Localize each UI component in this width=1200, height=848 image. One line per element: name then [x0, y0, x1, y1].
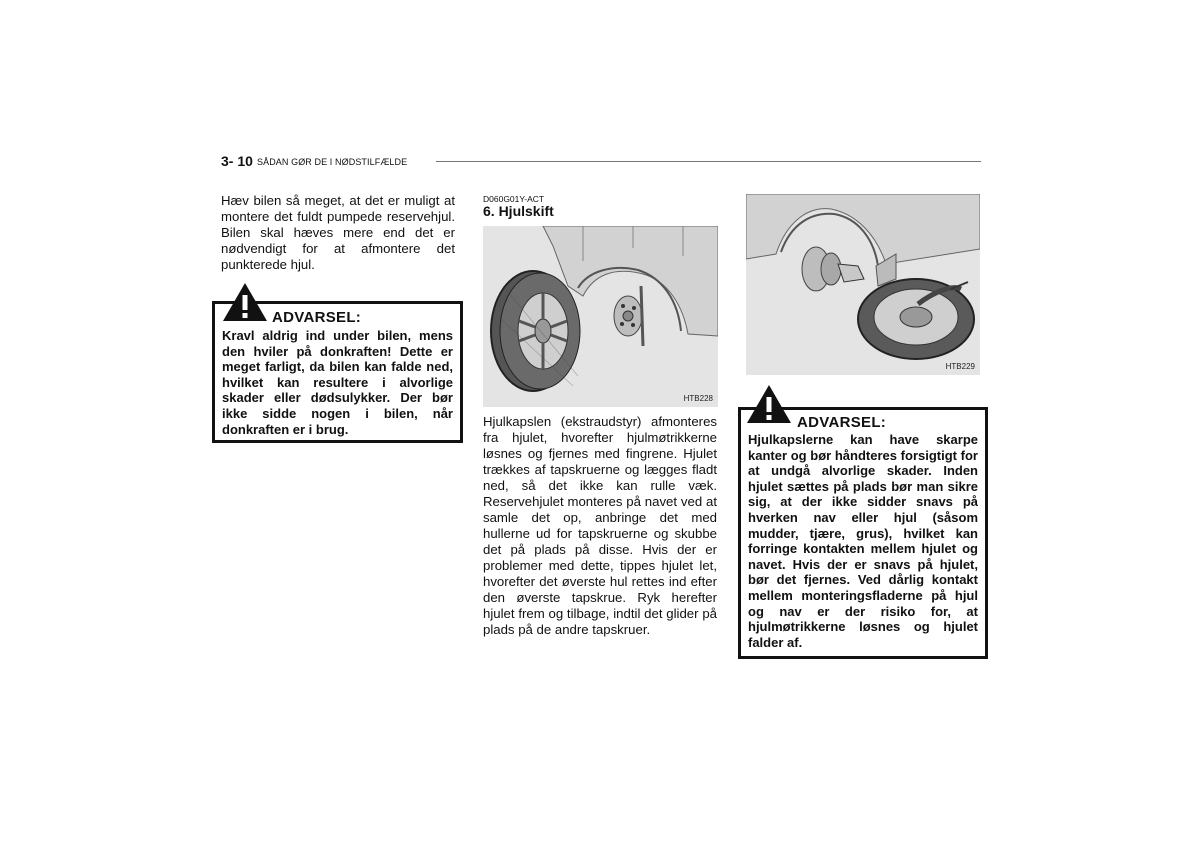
warning-heading: ADVARSEL:: [797, 414, 887, 431]
warning-box-jack: [212, 301, 463, 443]
figure-wheel-removal: [483, 226, 718, 407]
figure-label: HTB228: [683, 394, 713, 403]
figure-label: HTB229: [945, 362, 975, 371]
warning-box-hubcap: [738, 407, 988, 659]
wheel-change-paragraph: Hjulkapslen (ekstraudstyr) afmonteres fra hjulet, hvorefter hjulmøtrikkerne løsnes og fjernes med fingrene. Hjulet trækkes af tapskruerne og lægges fladt ned, så det ikke kan rulle væk. Reservehjulet monteres på navet ved at samle det op, anbringe det med hullerne ud for tapskruerne og skubbe det på plads på disse. Hvis der er problemer med dette, tippes hjulet let, hvorefter det øverste hul rettes ind efter den øverste tapskrue. Ryk herefter hjulet frem og tilbage, indtil det glider på plads på de andre tapskruer.: [483, 414, 717, 637]
warning-heading: ADVARSEL:: [272, 309, 362, 326]
figure-spare-wheel: [746, 194, 980, 375]
intro-paragraph: Hæv bilen så meget, at det er muligt at montere det fuldt pumpede reservehjul. Bilen skal hæves mere end det er nødvendigt for at afmontere det punkterede hjul.: [221, 193, 455, 272]
section-code: D060G01Y-ACT: [483, 194, 545, 204]
section-header: SÅDAN GØR DE I NØDSTILFÆLDE: [257, 157, 408, 167]
warning-text: Kravl aldrig ind under bilen, mens den hviler på donkraften! Dette er meget farligt, da bilen kan falde ned, hvilket kan resultere i alvorlige skader eller dødsulykker. Der bør ikke sidde nogen i bilen, når donkraften er i brug.: [222, 328, 453, 437]
warning-triangle-icon: [746, 384, 792, 424]
wheel-removal-illustration: [483, 226, 718, 407]
section-title: 6. Hjulskift: [483, 203, 554, 219]
header-rule: [436, 161, 981, 162]
spare-wheel-illustration: [746, 194, 980, 375]
warning-text: Hjulkapslerne kan have skarpe kanter og bør håndteres forsigtigt for at undgå alvorlige skader. Inden hjulet sættes på plads bør man sikre sig, at der ikke sidder snavs på hverken nav eller hjul (såsom mudder, tjære, grus), hvilket kan forringe kontakten mellem hjulet og navet. Hvis der er snavs på hjulet, bør det fjernes. Ved dårlig kontakt mellem monteringsfladerne på hjul og nav er der risiko for, at hjulmøtrikkerne løsnes og hjulet falder af.: [748, 432, 978, 650]
warning-triangle-icon: [222, 282, 268, 322]
page-number: 3- 10: [221, 153, 253, 169]
